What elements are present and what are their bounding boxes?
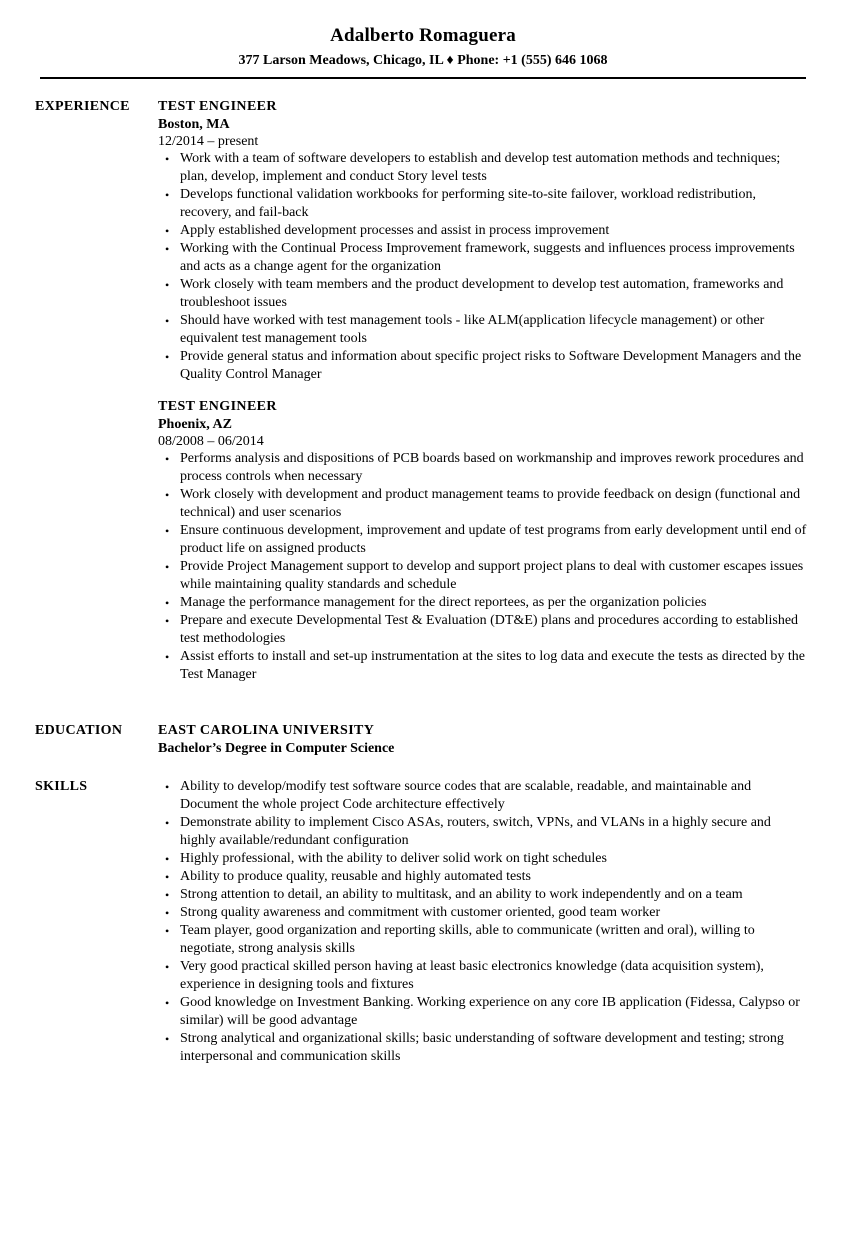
list-item: • Develops functional validation workbooks for performing site-to-site failover, workload redistribution, recovery, and fail-back — [158, 186, 810, 222]
job-bullets — [158, 150, 810, 384]
skills-label: SKILLS — [35, 779, 88, 794]
list-item: • Strong attention to detail, an ability to multitask, and an ability to work independently and on a team — [158, 886, 810, 904]
resume-header — [40, 22, 806, 70]
education-label: EDUCATION — [35, 723, 123, 738]
list-item: • Good knowledge on Investment Banking. Working experience on any core IB application (Fidessa, Calypso or similar) will be good advantage — [158, 994, 810, 1030]
list-item: • Apply established development processes and assist in process improvement — [158, 222, 810, 240]
job-location: Boston, MA — [158, 117, 230, 132]
list-item: • Should have worked with test management tools - like ALM(application lifecycle management) or other equivalent test management tools — [158, 312, 810, 348]
degree: Bachelor’s Degree in Computer Science — [158, 741, 395, 756]
job-entry — [158, 398, 810, 684]
list-item: • Ensure continuous development, improvement and update of test programs from early development until end of product life on assigned products — [158, 522, 810, 558]
job-dates: 08/2008 – 06/2014 — [158, 434, 264, 449]
list-item: • Strong quality awareness and commitment with customer oriented, good team worker — [158, 904, 810, 922]
list-item: • Provide general status and information about specific project risks to Software Development Managers and the Quality Control Manager — [158, 348, 810, 384]
list-item: • Manage the performance management for the direct reportees, as per the organization policies — [158, 594, 810, 612]
list-item: • Working with the Continual Process Improvement framework, suggests and influences process improvements and acts as a change agent for the organization — [158, 240, 810, 276]
list-item: • Ability to produce quality, reusable and highly automated tests — [158, 868, 810, 886]
job-location: Phoenix, AZ — [158, 417, 232, 432]
candidate-name: Adalberto Romaguera — [330, 25, 516, 46]
contact-line: 377 Larson Meadows, Chicago, IL ♦ Phone: +1 (555) 646 1068 — [238, 53, 608, 68]
list-item: • Prepare and execute Developmental Test & Evaluation (DT&E) plans and procedures according to established test methodologies — [158, 612, 810, 648]
skills-list — [158, 778, 810, 1066]
job-bullets — [158, 450, 810, 684]
list-item: • Work closely with team members and the product development to develop test automation, frameworks and troubleshoot issues — [158, 276, 810, 312]
school-name: EAST CAROLINA UNIVERSITY — [158, 723, 375, 738]
list-item: • Very good practical skilled person having at least basic electronics knowledge (data acquisition system), experience in designing tools and fixtures — [158, 958, 810, 994]
list-item: • Ability to develop/modify test software source codes that are scalable, readable, and maintainable and Document the whole project Code architecture effectively — [158, 778, 810, 814]
list-item: • Work with a team of software developers to establish and develop test automation methods and techniques; plan, develop, implement and conduct Story level tests — [158, 150, 810, 186]
list-item: • Highly professional, with the ability to deliver solid work on tight schedules — [158, 850, 810, 868]
header-divider — [40, 77, 806, 79]
job-title: TEST ENGINEER — [158, 399, 277, 414]
list-item: • Work closely with development and product management teams to provide feedback on design (functional and technical) and user scenarios — [158, 486, 810, 522]
list-item: • Assist efforts to install and set-up instrumentation at the sites to log data and execute the tests as directed by the Test Manager — [158, 648, 810, 684]
experience-body — [158, 98, 810, 698]
list-item: • Demonstrate ability to implement Cisco ASAs, routers, switch, VPNs, and VLANs in a highly secure and highly available/redundant configuration — [158, 814, 810, 850]
job-dates: 12/2014 – present — [158, 134, 259, 149]
list-item: • Team player, good organization and reporting skills, able to communicate (written and oral), willing to negotiate, strong analysis skills — [158, 922, 810, 958]
list-item: • Strong analytical and organizational skills; basic understanding of software development and testing; strong interpersonal and communication skills — [158, 1030, 810, 1066]
job-entry — [158, 98, 810, 384]
list-item: • Provide Project Management support to develop and support project plans to deal with customer escapes issues while maintaining quality standards and schedule — [158, 558, 810, 594]
job-title: TEST ENGINEER — [158, 99, 277, 114]
skills-body — [158, 778, 810, 1066]
education-body — [158, 722, 810, 758]
experience-label: EXPERIENCE — [35, 99, 130, 114]
list-item: • Performs analysis and dispositions of PCB boards based on workmanship and improves rework procedures and process controls when necessary — [158, 450, 810, 486]
